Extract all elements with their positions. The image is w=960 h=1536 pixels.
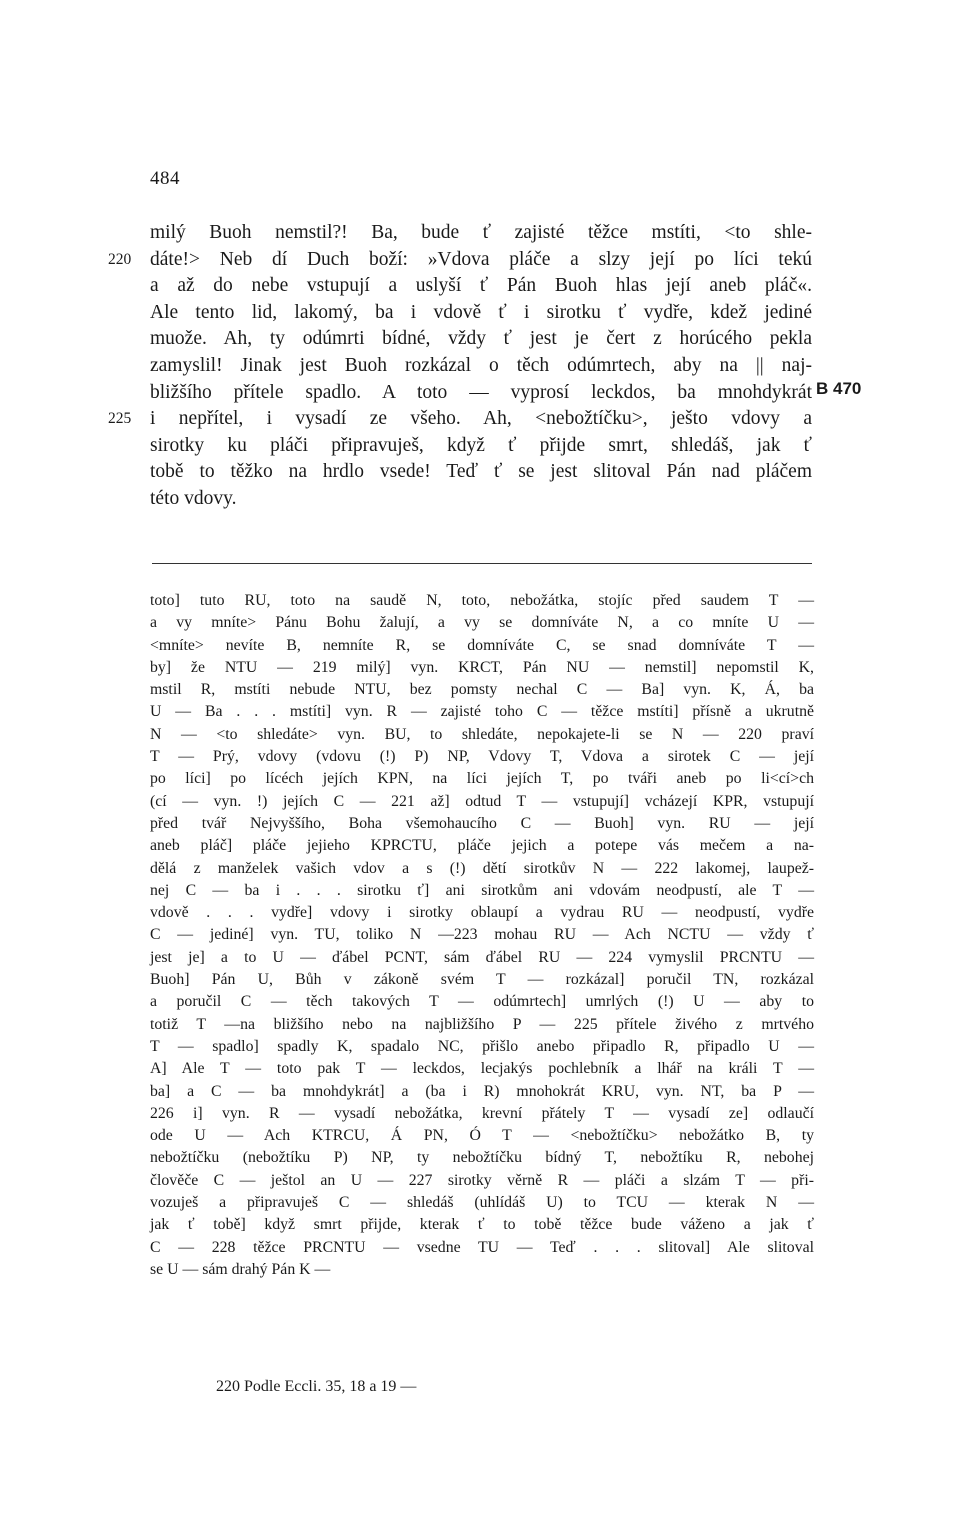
apparatus-line: vozuješ a připravuješ C — shledáš (uhlídáš U) to TCU — kterak N — xyxy=(150,1194,814,1212)
apparatus-line: by] že NTU — 219 milý] vyn. KRCT, Pán NU — nemstil] nepomstil K, xyxy=(150,658,814,676)
apparatus-line: a vy mníte> Pánu Bohu žalují, a vy se domníváte N, a co mníte U — xyxy=(150,614,814,632)
apparatus-line: U — Ba . . . mstíti] vyn. R — zajisté toho C — těžce mstíti] přísně a ukrutně xyxy=(150,703,814,721)
main-text-line: bližšího přítele spadlo. A toto — vyprosí leckdos, ba mnohdykrát xyxy=(150,381,812,403)
apparatus-line: T — Prý, vdovy (vdovu (!) P) NP, Vdovy T, Vdova a sirotek C — její xyxy=(150,748,814,766)
apparatus-line: A] Ale T — toto pak T — leckdos, lecjakýs pochlebník a lhář na králi T — xyxy=(150,1060,814,1078)
main-text-line: sirotky ku pláči připravuješ, když ť přijde smrt, shledáš, jak ť xyxy=(150,434,812,456)
main-text-line: i nepřítel, i vysadí ze všeho. Ah, <nebožtíčku>, ješto vdovy a xyxy=(150,408,812,430)
margin-reference: B 470 xyxy=(816,379,862,398)
apparatus-line: nebožtíčku (nebožtíku P) NP, ty nebožtíčku bídný T, nebožtíku R, nebohej xyxy=(150,1149,814,1167)
apparatus-line: 226 i] vyn. R — vysadí nebožátka, krevní přátely T — vysadí ze] odlaučí xyxy=(150,1104,814,1122)
apparatus-line: dělá z manželek vašich vdov a s (!) dětí sirotkův N — 222 lakomej, laupež- xyxy=(150,859,814,877)
apparatus-line: ode U — Ach KTRCU, Á PN, Ó T — <nebožtíčku> nebožátko B, ty xyxy=(150,1127,814,1145)
line-number-225: 225 xyxy=(108,410,132,428)
apparatus-line: <mníte> nevíte B, nemníte R, se domníváte C, se snad domníváte T — xyxy=(150,636,814,654)
apparatus-line: N — <to shledáte> vyn. BU, to shledáte, nepokajete-li se N — 220 praví xyxy=(150,725,814,743)
main-text-line: dáte!> Neb dí Duch boží: »Vdova pláče a slzy její po líci tekú xyxy=(150,248,812,270)
apparatus-line: (cí — vyn. !) jejích C — 221 až] odtud T — vstupují] vcházejí KPR, vstupují xyxy=(150,792,814,810)
apparatus-line: mstil R, mstíti nebude NTU, bez pomsty nechal C — Ba] vyn. K, Á, ba xyxy=(150,681,814,699)
main-text-line: muože. Ah, ty odúmrti bídné, vždy ť jest je čert z horúcého pekla xyxy=(150,328,812,350)
apparatus-line: toto] tuto RU, toto na saudě N, toto, nebožátka, stojíc před saudem T — xyxy=(150,592,814,609)
apparatus-line: ba] a C — ba mnohdykrát] a (ba i R) mnohokrát KRU, vyn. NT, ba P — xyxy=(150,1082,814,1100)
main-text-line: tobě to těžko na hrdlo vsede! Teď ť se jest slitoval Pán nad pláčem xyxy=(150,461,812,483)
main-text xyxy=(150,220,812,513)
apparatus-line: nej C — ba i . . . sirotku ť] ani sirotkům ani vdovám neodpustí, ale T — xyxy=(150,881,814,899)
separator-rule xyxy=(152,563,812,564)
apparatus-line: totiž T —na bližšího nebo na najbližšího P — 225 přítele živého z mrtvého xyxy=(150,1015,814,1033)
main-text-line: této vdovy. xyxy=(150,487,237,509)
main-text-line: Ale tento lid, lakomý, ba i vdově ť i sirotku ť vydře, kdež jediné xyxy=(150,301,812,323)
main-text-line: zamyslil! Jinak jest Buoh rozkázal o těch odúmrtech, aby na || naj- xyxy=(150,354,812,376)
main-text-line: milý Buoh nemstil?! Ba, bude ť zajisté těžce mstíti, <to shle- xyxy=(150,222,812,243)
main-text-line: a až do nebe vstupují a uslyší ť Pán Buoh hlas její aneb pláč«. xyxy=(150,275,812,297)
apparatus-line: vdově . . . vydře] vdovy i sirotky oblaupí a vydrau RU — neodpustí, vydře xyxy=(150,904,814,922)
apparatus-line: jak ť tobě] když smrt přijde, kterak ť to tobě těžce bude váženo a jak ť xyxy=(150,1216,814,1234)
apparatus-line: C — 228 těžce PRCNTU — vsedne TU — Teď . . . slitoval] Ale slitoval xyxy=(150,1238,814,1256)
apparatus-line: před tvář Nejvyššího, Boha všemohaucího C — Buoh] vyn. RU — její xyxy=(150,814,814,832)
apparatus-line: T — spadlo] spadly K, spadalo NC, přišlo anebo připadlo R, připadlo U — xyxy=(150,1037,814,1055)
apparatus-line: se U — sám drahý Pán K — xyxy=(150,1260,331,1278)
apparatus-line: po líci] po lícéch jejích KPN, na líci jejích T, po tváři aneb po li<cí>ch xyxy=(150,770,814,788)
page-number: 484 xyxy=(150,168,180,189)
footnote: 220 Podle Eccli. 35, 18 a 19 — xyxy=(216,1378,417,1395)
critical-apparatus xyxy=(150,590,814,1281)
apparatus-line: C — jediné] vyn. TU, toliko N —223 mohau RU — Ach NCTU — vždy ť xyxy=(150,926,814,944)
apparatus-line: jest je] a to U — ďábel PCNT, sám ďábel RU — 224 vymyslil PRCNTU — xyxy=(150,948,814,966)
apparatus-line: Buoh] Pán U, Bůh v zákoně svém T — rozkázal] poručil TN, rozkázal xyxy=(150,971,814,989)
apparatus-line: a poručil C — těch takových T — odúmrtech] umrlých (!) U — aby to xyxy=(150,993,814,1011)
apparatus-line: člověče C — ještol an U — 227 sirotky věrně R — pláči a slzám T — při- xyxy=(150,1171,814,1189)
apparatus-line: aneb pláč] pláče jejieho KPRCTU, pláče jejich a potepe vás mečem a na- xyxy=(150,837,814,855)
line-number-220: 220 xyxy=(108,250,132,268)
